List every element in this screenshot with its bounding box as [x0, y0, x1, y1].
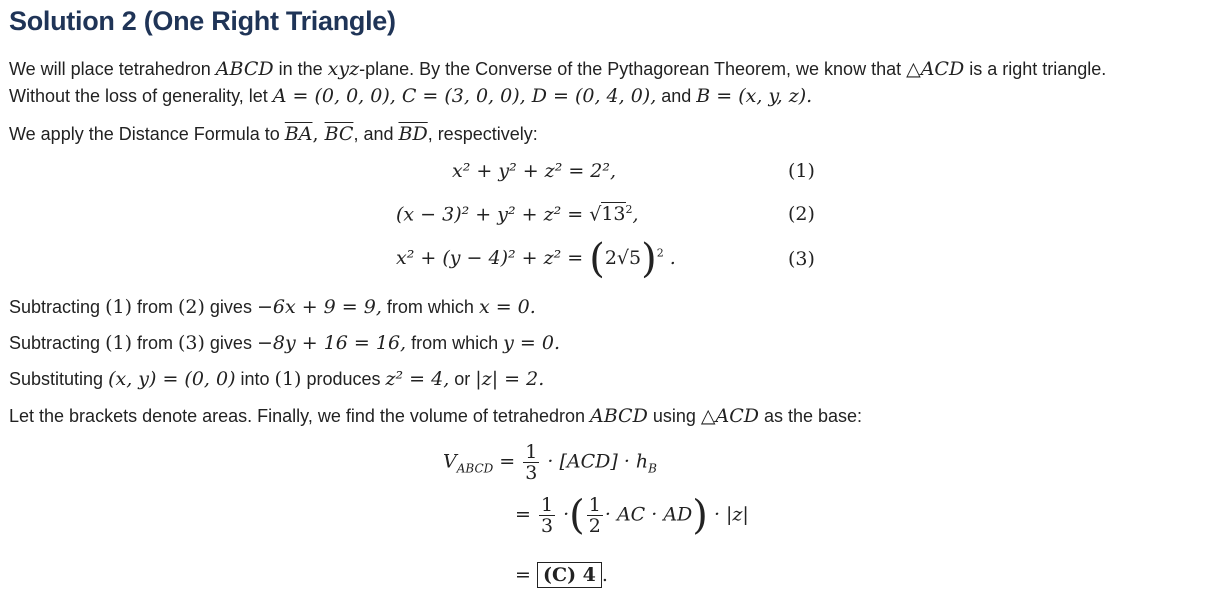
equation-3-number: (3) [788, 248, 815, 270]
text: Let the brackets denote areas. Finally, we find the volume of tetrahedron [9, 406, 591, 426]
equation-2-number: (2) [788, 203, 815, 225]
product-term: · AC · AD [604, 503, 693, 526]
inner: 2√5 [604, 247, 642, 269]
math: −6x + 9 = 9, [256, 296, 382, 318]
text: using [647, 406, 701, 426]
intro-line-2 [9, 85, 812, 107]
intro-line-1 [9, 58, 1106, 80]
text: or [449, 369, 476, 389]
lhs: (x − 3)² + y² + z² = [396, 203, 590, 226]
volume-symbol: V [443, 450, 457, 473]
volume-line-3: = (C) 4 . [515, 564, 608, 586]
text: from which [406, 333, 504, 353]
text: produces [301, 369, 386, 389]
math: xyz [327, 58, 360, 80]
equals: = [499, 450, 516, 473]
math: A = (0, 0, 0), C = (3, 0, 0), D = (0, 4, 0), [272, 85, 657, 107]
radicand: 13 [601, 203, 626, 226]
text: We apply the Distance Formula to [9, 124, 285, 144]
subtract-line-1 [9, 296, 536, 318]
subtract-line-2 [9, 332, 560, 354]
segment-ba: $\overline{BA}$ [284, 123, 313, 145]
fraction-one-half: $\frac{1}{2}$ [588, 494, 601, 537]
fraction-one-third: $\frac{1}{3}$ [525, 441, 538, 484]
math: △ACD [906, 58, 965, 80]
text: , and [353, 124, 399, 144]
math: (1) [105, 296, 132, 318]
answer-box: (C) 4 [537, 562, 602, 588]
math: ABCD [215, 58, 274, 80]
math: (1) [274, 368, 302, 390]
math: ABCD [590, 405, 648, 427]
volume-line-2: = $\frac{1}{3}$ ·( $\frac{1}{2}$ · AC · AD) · |z| [515, 492, 749, 539]
math: |z| = 2. [475, 368, 545, 390]
equals: = [515, 503, 531, 526]
text: as the base: [758, 406, 863, 426]
substitute-line [9, 368, 544, 390]
math: z² = 4, [385, 368, 450, 390]
height-term: · |z| [713, 503, 749, 526]
height-subscript: B [648, 461, 657, 476]
text: gives [204, 297, 257, 317]
area-term: · [ACD] · h [547, 450, 649, 473]
text: from [131, 333, 178, 353]
equation-1-number: (1) [788, 160, 815, 182]
text: from [131, 297, 178, 317]
lhs: x² + (y − 4)² + z² = [396, 247, 590, 269]
volume-subscript: ABCD [456, 461, 494, 476]
math: (2) [178, 296, 205, 318]
page-title: Solution 2 (One Right Triangle) [9, 6, 396, 36]
text: and [656, 86, 697, 106]
distance-formula-line: We apply the Distance Formula to $\overline{BA}$, $\overline{BC}$, and $\overline{BD}$, respectively: [9, 123, 538, 145]
segment-bc: $\overline{BC}$ [324, 123, 354, 145]
text: , respectively: [427, 124, 538, 144]
fraction-one-third: $\frac{1}{3}$ [540, 494, 554, 537]
text: in the [273, 59, 328, 79]
text: into [235, 369, 275, 389]
math: −8y + 16 = 16, [256, 332, 407, 354]
math: △ACD [700, 405, 759, 427]
equals: = [515, 564, 531, 586]
text: Substituting [9, 369, 109, 389]
text: Without the loss of generality, let [9, 86, 273, 106]
math: (x, y) = (0, 0) [108, 368, 236, 390]
text: Subtracting [9, 297, 106, 317]
math: x = 0. [478, 296, 536, 318]
text: -plane. By the Converse of the Pythagorean Theorem, we know that [359, 59, 907, 79]
volume-line-1 [443, 442, 657, 483]
text: Subtracting [9, 333, 106, 353]
text: is a right triangle. [964, 59, 1107, 79]
math: (1) [105, 332, 132, 354]
segment-bd: $\overline{BD}$ [398, 123, 428, 145]
equation-1: x² + y² + z² = 2², [452, 160, 617, 182]
text: We will place tetrahedron [9, 59, 216, 79]
equation-2: $(x - 3)^2 + y^2 + z^2 = √13^2$, [396, 203, 639, 226]
volume-intro-line [9, 405, 862, 427]
math: (3) [178, 332, 205, 354]
math: B = (x, y, z). [696, 85, 813, 107]
equation-3: $x^2 + (y - 4)^2 + z^2 = (2√5)^2$ . [396, 236, 676, 282]
math: y = 0. [503, 332, 560, 354]
text: gives [204, 333, 257, 353]
text: from which [381, 297, 479, 317]
